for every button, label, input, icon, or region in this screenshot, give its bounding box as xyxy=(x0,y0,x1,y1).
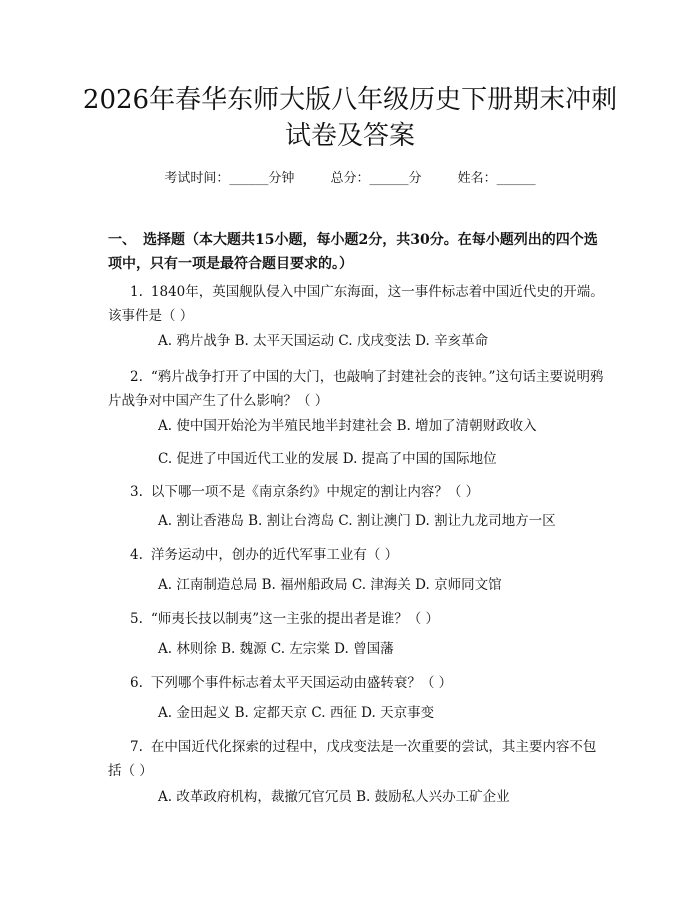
question-4 xyxy=(108,543,608,567)
question-3-options: A. 割让香港岛 B. 割让台湾岛 C. 割让澳门 D. 割让九龙司地方一区 xyxy=(158,513,556,529)
question-6-options: A. 金田起义 B. 定都天京 C. 西征 D. 天京事变 xyxy=(158,705,435,721)
question-stem: “鸦片战争打开了中国的大门，也敲响了封建社会的丧钟。”这句话主要说明鸦片战争对中国产生了什么影响？（ ） xyxy=(108,369,604,409)
question-number: 3. xyxy=(130,484,143,500)
question-1 xyxy=(108,280,608,328)
question-1-options: A. 鸦片战争 B. 太平天国运动 C. 戊戌变法 D. 辛亥革命 xyxy=(158,333,489,349)
question-stem: 洋务运动中，创办的近代军事工业有（ ） xyxy=(150,547,399,563)
question-stem: “师夷长技以制夷”这一主张的提出者是谁？（ ） xyxy=(150,611,439,627)
exam-time-field: 考试时间：______分钟 xyxy=(164,171,295,186)
question-7-options: A. 改革政府机构，裁撤冗官冗员 B. 鼓励私人兴办工矿企业 xyxy=(158,789,510,805)
question-2-options-line-1: A. 使中国开始沦为半殖民地半封建社会 B. 增加了清朝财政收入 xyxy=(158,418,537,434)
question-number: 5. xyxy=(130,611,143,627)
student-name-field: 姓名：______ xyxy=(457,171,536,186)
question-6 xyxy=(108,671,608,695)
question-2-options-line-2: C. 促进了中国近代工业的发展 D. 提高了中国的国际地位 xyxy=(158,451,497,467)
question-number: 1. xyxy=(130,284,143,300)
question-number: 4. xyxy=(130,547,143,563)
question-5 xyxy=(108,607,608,631)
question-stem: 1840年，英国舰队侵入中国广东海面，这一事件标志着中国近代史的开端。该事件是（ ） xyxy=(108,284,604,324)
question-number: 2. xyxy=(130,369,143,385)
question-stem: 以下哪一项不是《南京条约》中规定的割让内容？（ ） xyxy=(150,484,480,500)
page-title: 2026年春华东师大版八年级历史下册期末冲刺试卷及答案 xyxy=(82,85,618,151)
question-5-options: A. 林则徐 B. 魏源 C. 左宗棠 D. 曾国藩 xyxy=(158,641,394,657)
question-7 xyxy=(108,735,608,783)
question-stem: 下列哪个事件标志着太平天国运动由盛转衰？（ ） xyxy=(150,675,453,691)
exam-meta xyxy=(0,170,700,188)
total-score-field: 总分：______分 xyxy=(330,171,422,186)
question-number: 7. xyxy=(130,739,143,755)
question-2 xyxy=(108,365,608,413)
question-number: 6. xyxy=(130,675,143,691)
question-stem: 在中国近代化探索的过程中，戊戌变法是一次重要的尝试，其主要内容不包括（ ） xyxy=(108,739,597,779)
question-4-options: A. 江南制造总局 B. 福州船政局 C. 津海关 D. 京师同文馆 xyxy=(158,577,502,593)
section-heading: 一、 选择题（本大题共15小题，每小题2分，共30分。在每小题列出的四个选项中，只有一项是最符合题目要求的。） xyxy=(108,232,598,272)
question-3 xyxy=(108,480,608,504)
